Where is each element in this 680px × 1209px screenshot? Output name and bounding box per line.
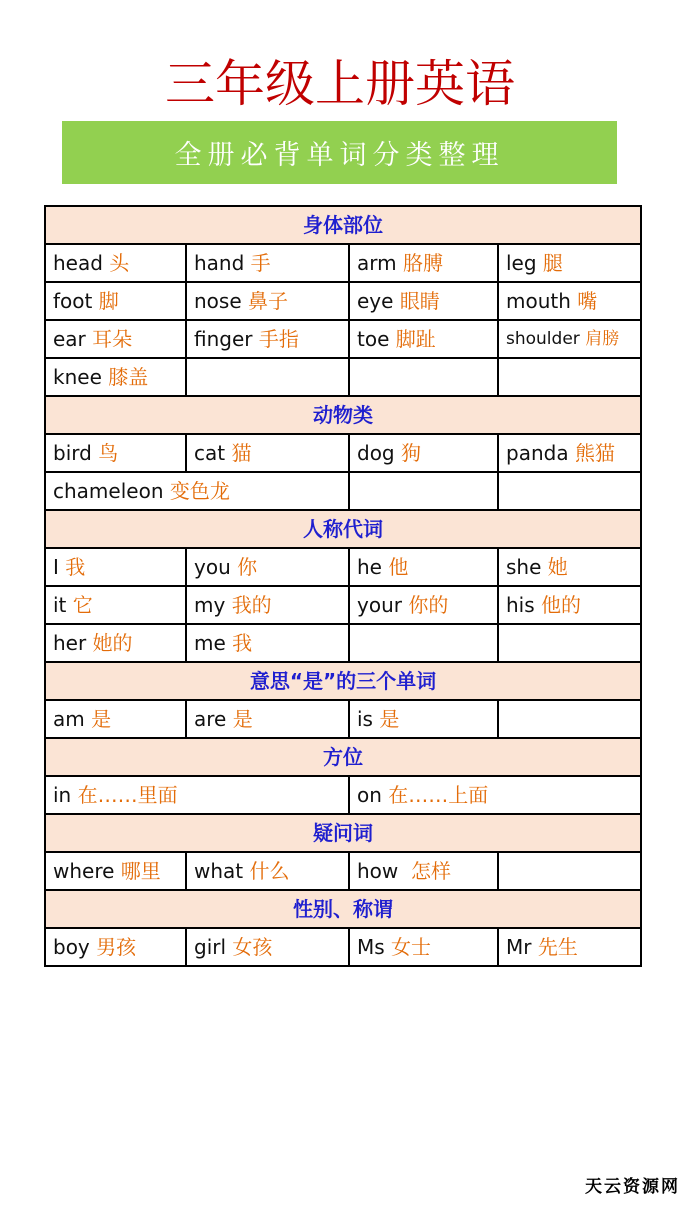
chinese-meaning: 先生 xyxy=(537,935,578,959)
chinese-meaning: 熊猫 xyxy=(574,441,615,465)
chinese-meaning: 膝盖 xyxy=(108,365,149,389)
english-word: shoulder xyxy=(506,329,580,349)
word-cell xyxy=(186,434,349,472)
table-row xyxy=(45,776,641,814)
word-cell xyxy=(498,282,641,320)
chinese-meaning: 手 xyxy=(250,251,271,275)
word-cell xyxy=(498,548,641,586)
chinese-meaning: 她 xyxy=(547,555,568,579)
english-word: is xyxy=(357,707,373,731)
word-cell xyxy=(186,700,349,738)
section-header-row xyxy=(45,738,641,776)
word-cell xyxy=(45,928,186,966)
word-cell xyxy=(349,320,498,358)
chinese-meaning: 它 xyxy=(72,593,93,617)
word-cell xyxy=(349,548,498,586)
vocabulary-table xyxy=(44,205,642,967)
subtitle-banner xyxy=(62,121,617,184)
english-word: leg xyxy=(506,251,537,275)
word-cell xyxy=(498,434,641,472)
chinese-meaning: 在……上面 xyxy=(388,783,489,807)
chinese-meaning: 她的 xyxy=(92,631,133,655)
word-cell xyxy=(349,776,641,814)
chinese-meaning: 我 xyxy=(232,631,253,655)
english-word: cat xyxy=(194,441,226,465)
empty-cell xyxy=(498,700,641,738)
page-title: 三年级上册英语 xyxy=(165,55,515,113)
table-row xyxy=(45,852,641,890)
english-word: nose xyxy=(194,289,242,313)
chinese-meaning: 变色龙 xyxy=(169,479,230,503)
section-header-row xyxy=(45,396,641,434)
word-cell xyxy=(45,282,186,320)
word-cell xyxy=(45,472,349,510)
english-word: where xyxy=(53,859,115,883)
chinese-meaning: 你 xyxy=(237,555,258,579)
word-cell xyxy=(45,624,186,662)
chinese-meaning: 鼻子 xyxy=(248,289,288,313)
word-cell xyxy=(186,244,349,282)
english-word: knee xyxy=(53,365,102,389)
chinese-meaning: 男孩 xyxy=(96,935,137,959)
english-word: it xyxy=(53,593,67,617)
word-cell xyxy=(45,700,186,738)
word-cell xyxy=(186,586,349,624)
english-word: hand xyxy=(194,251,245,275)
table-row xyxy=(45,244,641,282)
english-word: foot xyxy=(53,289,93,313)
word-cell xyxy=(498,928,641,966)
english-word: your xyxy=(357,593,402,617)
chinese-meaning: 什么 xyxy=(249,859,290,883)
word-cell xyxy=(45,548,186,586)
word-cell xyxy=(186,624,349,662)
chinese-meaning: 女士 xyxy=(391,935,432,959)
word-cell xyxy=(186,928,349,966)
word-cell xyxy=(349,434,498,472)
english-word: dog xyxy=(357,441,395,465)
section-header-row xyxy=(45,510,641,548)
chinese-meaning: 怎样 xyxy=(411,859,451,883)
english-word: on xyxy=(357,783,382,807)
english-word: chameleon xyxy=(53,479,164,503)
chinese-meaning: 是 xyxy=(91,707,112,731)
chinese-meaning: 耳朵 xyxy=(92,327,133,351)
word-cell xyxy=(45,776,349,814)
english-word: finger xyxy=(194,327,253,351)
empty-cell xyxy=(349,472,498,510)
english-word: in xyxy=(53,783,72,807)
word-cell xyxy=(45,434,186,472)
english-word: me xyxy=(194,631,226,655)
chinese-meaning: 他的 xyxy=(541,593,582,617)
section-header-question-words: 疑问词 xyxy=(45,814,641,852)
chinese-meaning: 脚趾 xyxy=(395,327,436,351)
english-word: are xyxy=(194,707,227,731)
chinese-meaning: 是 xyxy=(379,707,400,731)
word-cell xyxy=(45,852,186,890)
table-row xyxy=(45,624,641,662)
word-cell xyxy=(498,320,641,358)
section-header-row xyxy=(45,206,641,244)
word-cell xyxy=(349,244,498,282)
english-word: mouth xyxy=(506,289,571,313)
empty-cell xyxy=(498,624,641,662)
word-cell xyxy=(349,852,498,890)
english-word: panda xyxy=(506,441,569,465)
word-cell xyxy=(349,700,498,738)
chinese-meaning: 猫 xyxy=(231,441,252,465)
chinese-meaning: 狗 xyxy=(401,441,421,465)
word-cell xyxy=(349,928,498,966)
table-row xyxy=(45,434,641,472)
chinese-meaning: 胳膊 xyxy=(402,251,443,275)
word-cell xyxy=(186,852,349,890)
chinese-meaning: 你的 xyxy=(408,593,449,617)
empty-cell xyxy=(349,358,498,396)
section-header-row xyxy=(45,890,641,928)
section-header-be-verbs: 意思“是”的三个单词 xyxy=(45,662,641,700)
section-header-row xyxy=(45,814,641,852)
table-row xyxy=(45,548,641,586)
chinese-meaning: 在……里面 xyxy=(77,783,178,807)
chinese-meaning: 我 xyxy=(65,555,86,579)
table-row xyxy=(45,320,641,358)
chinese-meaning: 我的 xyxy=(231,593,272,617)
section-header-body-parts: 身体部位 xyxy=(45,206,641,244)
english-word: she xyxy=(506,555,542,579)
chinese-meaning: 头 xyxy=(109,251,130,275)
watermark: 天云资源网 xyxy=(585,1177,680,1197)
word-cell xyxy=(186,282,349,320)
word-cell xyxy=(45,244,186,282)
english-word: arm xyxy=(357,251,397,275)
table-row xyxy=(45,586,641,624)
word-cell xyxy=(498,244,641,282)
english-word: girl xyxy=(194,935,227,959)
chinese-meaning: 嘴 xyxy=(577,289,598,313)
section-header-position: 方位 xyxy=(45,738,641,776)
section-header-row xyxy=(45,662,641,700)
word-cell xyxy=(45,358,186,396)
word-cell xyxy=(45,320,186,358)
english-word: ear xyxy=(53,327,86,351)
english-word: boy xyxy=(53,935,90,959)
empty-cell xyxy=(498,472,641,510)
chinese-meaning: 鸟 xyxy=(98,441,119,465)
english-word: her xyxy=(53,631,87,655)
english-word: I xyxy=(53,555,59,579)
english-word: head xyxy=(53,251,103,275)
chinese-meaning: 眼睛 xyxy=(399,289,440,313)
word-cell xyxy=(349,282,498,320)
chinese-meaning: 肩膀 xyxy=(585,329,620,349)
english-word: Ms xyxy=(357,935,385,959)
english-word: bird xyxy=(53,441,92,465)
empty-cell xyxy=(186,358,349,396)
chinese-meaning: 哪里 xyxy=(120,859,161,883)
english-word: Mr xyxy=(506,935,532,959)
word-cell xyxy=(45,586,186,624)
table-row xyxy=(45,358,641,396)
table-row xyxy=(45,928,641,966)
chinese-meaning: 腿 xyxy=(542,251,563,275)
english-word: he xyxy=(357,555,382,579)
word-cell xyxy=(349,586,498,624)
chinese-meaning: 是 xyxy=(232,707,253,731)
word-cell xyxy=(186,320,349,358)
english-word: what xyxy=(194,859,244,883)
chinese-meaning: 脚 xyxy=(98,289,119,313)
english-word: you xyxy=(194,555,231,579)
empty-cell xyxy=(349,624,498,662)
empty-cell xyxy=(498,852,641,890)
word-cell xyxy=(186,548,349,586)
english-word: toe xyxy=(357,327,390,351)
english-word: am xyxy=(53,707,85,731)
english-word: my xyxy=(194,593,226,617)
section-header-animals: 动物类 xyxy=(45,396,641,434)
table-row xyxy=(45,700,641,738)
subtitle-text: 全册必背单词分类整理 xyxy=(174,140,505,171)
section-header-gender-titles: 性别、称谓 xyxy=(45,890,641,928)
table-row xyxy=(45,472,641,510)
chinese-meaning: 女孩 xyxy=(232,935,273,959)
chinese-meaning: 手指 xyxy=(258,327,299,351)
table-row xyxy=(45,282,641,320)
english-word: how xyxy=(357,859,399,883)
english-word: his xyxy=(506,593,535,617)
word-cell xyxy=(498,586,641,624)
chinese-meaning: 他 xyxy=(388,555,409,579)
english-word: eye xyxy=(357,289,394,313)
empty-cell xyxy=(498,358,641,396)
section-header-pronouns: 人称代词 xyxy=(45,510,641,548)
